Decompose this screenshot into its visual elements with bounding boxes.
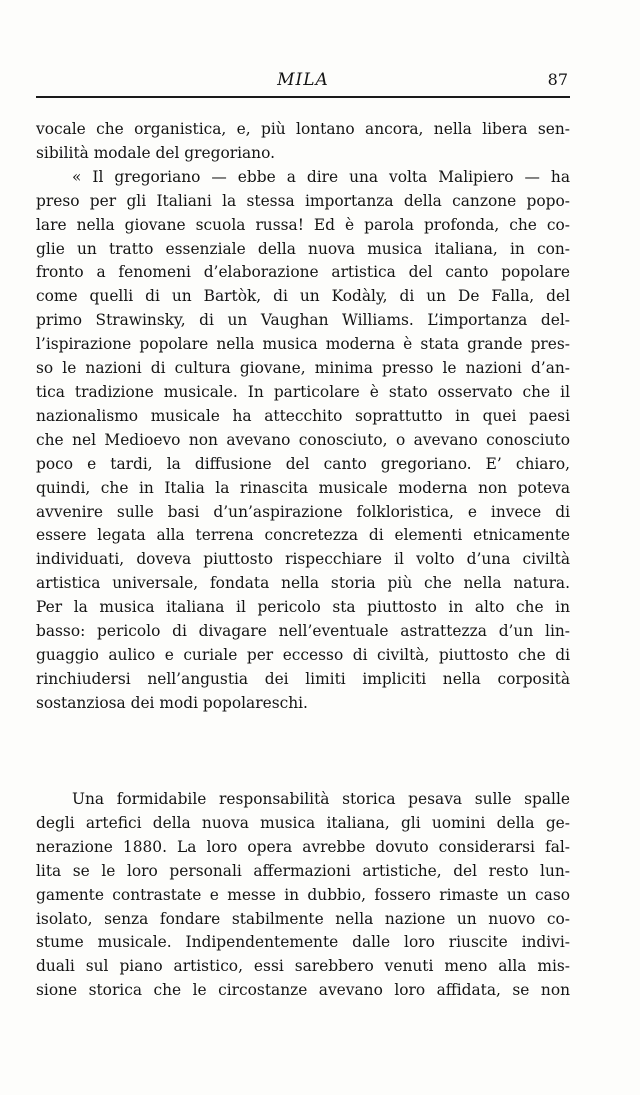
text-line: gamente contrastate e messe in dubbio, fossero rimaste un caso xyxy=(36,885,570,904)
text-line: sostanziosa dei modi popolareschi. xyxy=(36,693,308,712)
text-line: glie un tratto essenziale della nuova musica italiana, in con- xyxy=(36,239,570,258)
page-number: 87 xyxy=(547,70,568,89)
text-line: fronto a fenomeni d’elaborazione artistica del canto popolare xyxy=(36,263,570,282)
text-line: sione storica che le circostanze avevano loro affidata, se non xyxy=(36,981,570,1000)
text-line: avvenire sulle basi d’un’aspirazione folkloristica, e invece di xyxy=(36,502,570,521)
text-line: vocale che organistica, e, più lontano ancora, nella libera sen- xyxy=(36,120,570,138)
running-head: MILA xyxy=(277,70,329,90)
text-line: che nel Medioevo non avevano conosciuto, o avevano conosciuto xyxy=(36,430,570,449)
text-line: degli artefici della nuova musica italiana, gli uomini della ge- xyxy=(36,813,570,832)
text-line: essere legata alla terrena concretezza di elementi etnicamente xyxy=(36,526,570,545)
text-line: Per la musica italiana il pericolo sta piuttosto in alto che in xyxy=(36,598,570,617)
text-line: primo Strawinsky, di un Vaughan Williams. L’importanza del- xyxy=(36,311,570,330)
text-line: lare nella giovane scuola russa! Ed è parola profonda, che co- xyxy=(36,215,570,234)
text-line: nerazione 1880. La loro opera avrebbe dovuto considerarsi fal- xyxy=(36,837,570,856)
text-line: l’ispirazione popolare nella musica moderna è stata grande pres- xyxy=(36,335,570,354)
text-line: poco e tardi, la diffusione del canto gregoriano. E’ chiaro, xyxy=(36,454,570,473)
text-line: stume musicale. Indipendentemente dalle loro riuscite indivi- xyxy=(36,933,570,952)
text-line: rinchiudersi nell’angustia dei limiti impliciti nella corposità xyxy=(36,669,570,688)
text-line: sibilità modale del gregoriano. xyxy=(36,143,275,162)
text-block-2 xyxy=(36,788,570,1003)
page-header xyxy=(36,62,570,98)
text-block-1 xyxy=(36,118,570,716)
text-line: nazionalismo musicale ha attecchito soprattutto in quei paesi xyxy=(36,406,570,425)
text-line: tica tradizione musicale. In particolare è stato osservato che il xyxy=(36,382,570,401)
text-line: quindi, che in Italia la rinascita musicale moderna non poteva xyxy=(36,478,570,497)
text-line: individuati, doveva piuttosto rispecchiare il volto d’una civiltà xyxy=(36,550,570,569)
text-line: basso: pericolo di divagare nell’eventuale astrattezza d’un lin- xyxy=(36,622,570,641)
text-line: duali sul piano artistico, essi sarebbero venuti meno alla mis- xyxy=(36,957,570,976)
text-line: guaggio aulico e curiale per eccesso di civiltà, piuttosto che di xyxy=(36,645,570,664)
text-line: artistica universale, fondata nella storia più che nella natura. xyxy=(36,574,570,593)
text-line: Una formidabile responsabilità storica pesava sulle spalle xyxy=(72,790,570,808)
text-line: come quelli di un Bartòk, di un Kodàly, di un De Falla, del xyxy=(36,287,570,306)
text-line: preso per gli Italiani la stessa importanza della canzone popo- xyxy=(36,191,570,210)
text-line: lita se le loro personali affermazioni artistiche, del resto lun- xyxy=(36,861,570,880)
text-line: « Il gregoriano — ebbe a dire una volta Malipiero — ha xyxy=(72,167,570,186)
text-line: isolato, senza fondare stabilmente nella nazione un nuovo co- xyxy=(36,909,570,928)
text-line: so le nazioni di cultura giovane, minima presso le nazioni d’an- xyxy=(36,359,570,378)
